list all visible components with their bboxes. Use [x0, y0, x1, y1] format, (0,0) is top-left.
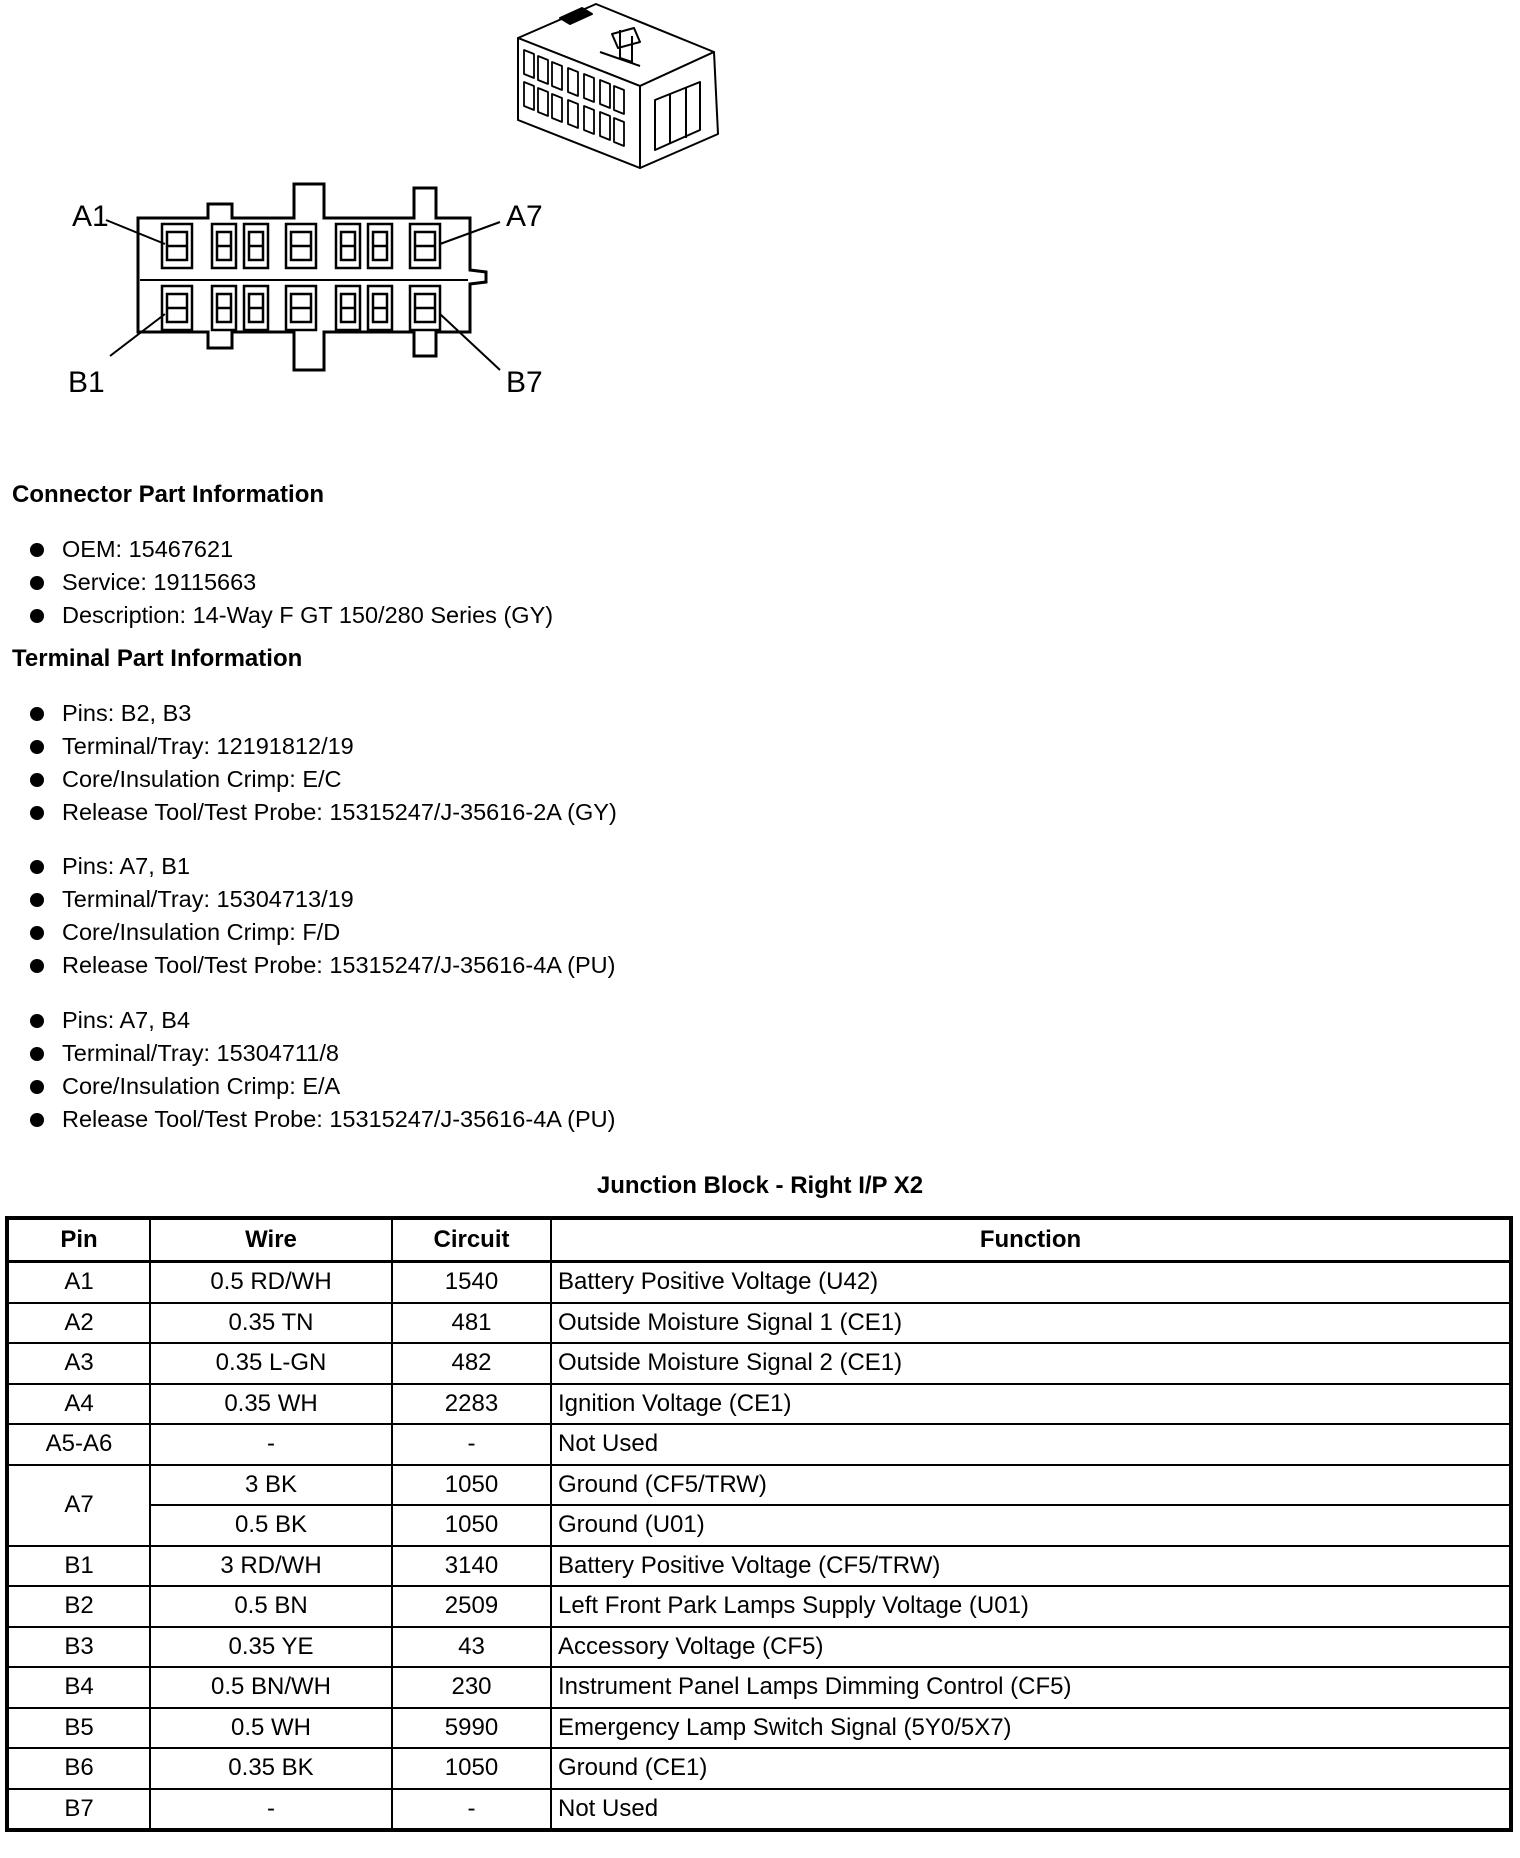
list-item: Terminal/Tray: 15304711/8	[28, 1037, 615, 1070]
table-row	[7, 1627, 1511, 1668]
pin-cell: A7	[7, 1465, 150, 1546]
function-cell: Ignition Voltage (CE1)	[551, 1384, 1511, 1425]
circuit-cell: 2509	[392, 1586, 551, 1627]
terminal-group-list	[28, 1004, 615, 1136]
list-item: Release Tool/Test Probe: 15315247/J-35616-4A (PU)	[28, 949, 615, 982]
wire-cell: 0.35 WH	[150, 1384, 392, 1425]
pin-table	[5, 1216, 1513, 1832]
pin-label-a7: A7	[506, 200, 543, 233]
wire-cell: 3 RD/WH	[150, 1546, 392, 1587]
connector-isometric-view	[518, 4, 718, 168]
function-cell: Outside Moisture Signal 2 (CE1)	[551, 1343, 1511, 1384]
table-row	[7, 1384, 1511, 1425]
table-row	[7, 1789, 1511, 1831]
pin-cell: B1	[7, 1546, 150, 1587]
wire-cell: 0.5 BK	[150, 1505, 392, 1546]
list-item: Release Tool/Test Probe: 15315247/J-35616-4A (PU)	[28, 1103, 615, 1136]
wire-cell: 0.5 WH	[150, 1708, 392, 1749]
list-item: Service: 19115663	[28, 566, 553, 599]
list-item: Pins: A7, B1	[28, 850, 615, 883]
circuit-cell: 230	[392, 1667, 551, 1708]
function-cell: Battery Positive Voltage (U42)	[551, 1262, 1511, 1303]
terminal-group-list	[28, 697, 617, 829]
list-item: Terminal/Tray: 15304713/19	[28, 883, 615, 916]
function-cell: Outside Moisture Signal 1 (CE1)	[551, 1303, 1511, 1344]
terminal-part-info-title: Terminal Part Information	[12, 645, 303, 672]
wire-cell: 0.35 L-GN	[150, 1343, 392, 1384]
list-item: Core/Insulation Crimp: E/C	[28, 763, 617, 796]
wire-cell: -	[150, 1424, 392, 1465]
wire-cell: 0.5 RD/WH	[150, 1262, 392, 1303]
list-item: Release Tool/Test Probe: 15315247/J-35616-2A (GY)	[28, 796, 617, 829]
table-header-row	[7, 1218, 1511, 1262]
wire-cell: 0.35 BK	[150, 1748, 392, 1789]
circuit-cell: 1050	[392, 1505, 551, 1546]
function-cell: Ground (CE1)	[551, 1748, 1511, 1789]
terminal-group-list	[28, 850, 615, 982]
circuit-cell: -	[392, 1424, 551, 1465]
wire-cell: 3 BK	[150, 1465, 392, 1506]
table-row	[7, 1343, 1511, 1384]
function-cell: Left Front Park Lamps Supply Voltage (U01)	[551, 1586, 1511, 1627]
connector-diagram	[0, 0, 1520, 470]
pin-cell: A4	[7, 1384, 150, 1425]
function-cell: Instrument Panel Lamps Dimming Control (CF5)	[551, 1667, 1511, 1708]
circuit-cell: 3140	[392, 1546, 551, 1587]
list-item: Core/Insulation Crimp: E/A	[28, 1070, 615, 1103]
table-row	[7, 1546, 1511, 1587]
pin-cell: B7	[7, 1789, 150, 1831]
list-item: Terminal/Tray: 12191812/19	[28, 730, 617, 763]
circuit-cell: 1540	[392, 1262, 551, 1303]
connector-part-info-title: Connector Part Information	[12, 481, 325, 508]
header-function: Function	[551, 1218, 1511, 1262]
wire-cell: 0.5 BN	[150, 1586, 392, 1627]
wire-cell: -	[150, 1789, 392, 1831]
table-row	[7, 1424, 1511, 1465]
pin-label-b1: B1	[68, 366, 105, 399]
table-row	[7, 1303, 1511, 1344]
pin-cell: B3	[7, 1627, 150, 1668]
list-item: Core/Insulation Crimp: F/D	[28, 916, 615, 949]
table-row	[7, 1262, 1511, 1303]
function-cell: Ground (U01)	[551, 1505, 1511, 1546]
pin-cell: A5-A6	[7, 1424, 150, 1465]
pin-cell: A2	[7, 1303, 150, 1344]
circuit-cell: 1050	[392, 1465, 551, 1506]
wire-cell: 0.35 YE	[150, 1627, 392, 1668]
function-cell: Ground (CF5/TRW)	[551, 1465, 1511, 1506]
table-row	[7, 1667, 1511, 1708]
connector-part-info-list	[28, 533, 553, 632]
pin-cell: B6	[7, 1748, 150, 1789]
header-pin: Pin	[7, 1218, 150, 1262]
function-cell: Accessory Voltage (CF5)	[551, 1627, 1511, 1668]
circuit-cell: 482	[392, 1343, 551, 1384]
header-circuit: Circuit	[392, 1218, 551, 1262]
list-item: Description: 14-Way F GT 150/280 Series (GY)	[28, 599, 553, 632]
table-row	[7, 1586, 1511, 1627]
pin-label-a1: A1	[72, 200, 109, 233]
pin-label-b7: B7	[506, 366, 543, 399]
pin-cell: A3	[7, 1343, 150, 1384]
circuit-cell: 2283	[392, 1384, 551, 1425]
table-row	[7, 1505, 1511, 1546]
pin-cell: A1	[7, 1262, 150, 1303]
wire-cell: 0.35 TN	[150, 1303, 392, 1344]
function-cell: Battery Positive Voltage (CF5/TRW)	[551, 1546, 1511, 1587]
circuit-cell: -	[392, 1789, 551, 1831]
table-row	[7, 1465, 1511, 1506]
table-title: Junction Block - Right I/P X2	[596, 1172, 924, 1199]
pin-cell: B5	[7, 1708, 150, 1749]
list-item: Pins: B2, B3	[28, 697, 617, 730]
circuit-cell: 5990	[392, 1708, 551, 1749]
circuit-cell: 43	[392, 1627, 551, 1668]
function-cell: Emergency Lamp Switch Signal (5Y0/5X7)	[551, 1708, 1511, 1749]
header-wire: Wire	[150, 1218, 392, 1262]
table-row	[7, 1708, 1511, 1749]
connector-face-view	[138, 184, 486, 370]
circuit-cell: 1050	[392, 1748, 551, 1789]
function-cell: Not Used	[551, 1789, 1511, 1831]
function-cell: Not Used	[551, 1424, 1511, 1465]
pin-cell: B4	[7, 1667, 150, 1708]
table-row	[7, 1748, 1511, 1789]
list-item: OEM: 15467621	[28, 533, 553, 566]
circuit-cell: 481	[392, 1303, 551, 1344]
wire-cell: 0.5 BN/WH	[150, 1667, 392, 1708]
pin-cell: B2	[7, 1586, 150, 1627]
list-item: Pins: A7, B4	[28, 1004, 615, 1037]
